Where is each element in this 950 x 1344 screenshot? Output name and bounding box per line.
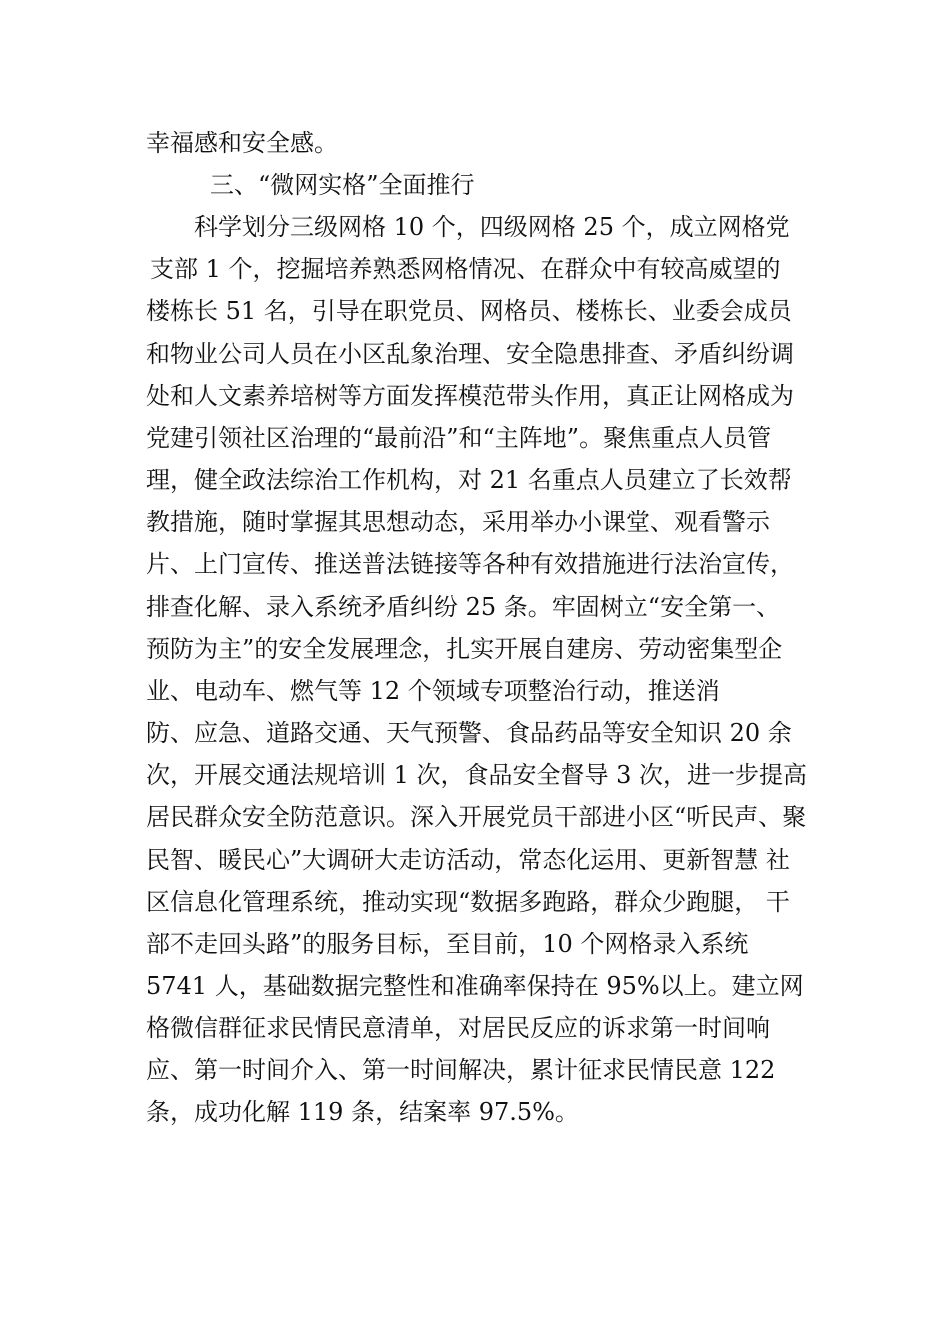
text-line-20: 部不走回头路”的服务目标，至目前，10 个网格录入系统 (146, 930, 749, 958)
text-line-15: 防、应急、道路交通、天气预警、食品药品等安全知识 20 余 (146, 719, 792, 747)
text-line-3: 科学划分三级网格 10 个，四级网格 25 个，成立网格党 (194, 213, 790, 241)
text-line-7: 处和人文素养培树等方面发挥模范带头作用，真正让网格成为 (146, 382, 794, 410)
text-line-8: 党建引领社区治理的“最前沿”和“主阵地”。聚焦重点人员管 (146, 424, 772, 452)
text-line-6: 和物业公司人员在小区乱象治理、安全隐患排查、矛盾纠纷调 (146, 340, 794, 368)
text-line-16: 次，开展交通法规培训 1 次，食品安全督导 3 次，进一步提高 (146, 761, 808, 789)
text-line-5: 楼栋长 51 名，引导在职党员、网格员、楼栋长、业委会成员 (146, 297, 792, 325)
text-line-19: 区信息化管理系统，推动实现“数据多跑路，群众少跑腿， 干 (146, 888, 790, 916)
text-line-18: 民智、暖民心”大调研大走访活动，常态化运用、更新智慧 社 (146, 846, 790, 874)
text-line-14: 业、电动车、燃气等 12 个领域专项整治行动，推送消 (146, 677, 720, 705)
text-line-22: 格微信群征求民情民意清单，对居民反应的诉求第一时间响 (146, 1014, 770, 1042)
text-line-23: 应、第一时间介入、第一时间解决，累计征求民情民意 122 (146, 1056, 776, 1084)
text-line-10: 教措施，随时掌握其思想动态，采用举办小课堂、观看警示 (146, 508, 770, 536)
text-line-9: 理，健全政法综治工作机构，对 21 名重点人员建立了长效帮 (146, 466, 792, 494)
text-line-17: 居民群众安全防范意识。深入开展党员干部进小区“听民声、聚 (146, 803, 807, 831)
section-heading: 三、“微网实格”全面推行 (210, 171, 475, 199)
text-line-21: 5741 人，基础数据完整性和准确率保持在 95%以上。建立网 (146, 972, 804, 1000)
text-line-12: 排查化解、录入系统矛盾纠纷 25 条。牢固树立“安全第一、 (146, 593, 781, 621)
text-line-11: 片、上门宣传、推送普法链接等各种有效措施进行法治宣传， (146, 550, 794, 578)
text-line-24: 条，成功化解 119 条，结案率 97.5%。 (146, 1098, 579, 1126)
text-line-4: 支部 1 个，挖掘培养熟悉网格情况、在群众中有较高威望的 (150, 255, 781, 283)
text-line-1: 幸福感和安全感。 (146, 129, 338, 157)
text-line-13: 预防为主”的安全发展理念，扎实开展自建房、劳动密集型企 (146, 635, 783, 663)
